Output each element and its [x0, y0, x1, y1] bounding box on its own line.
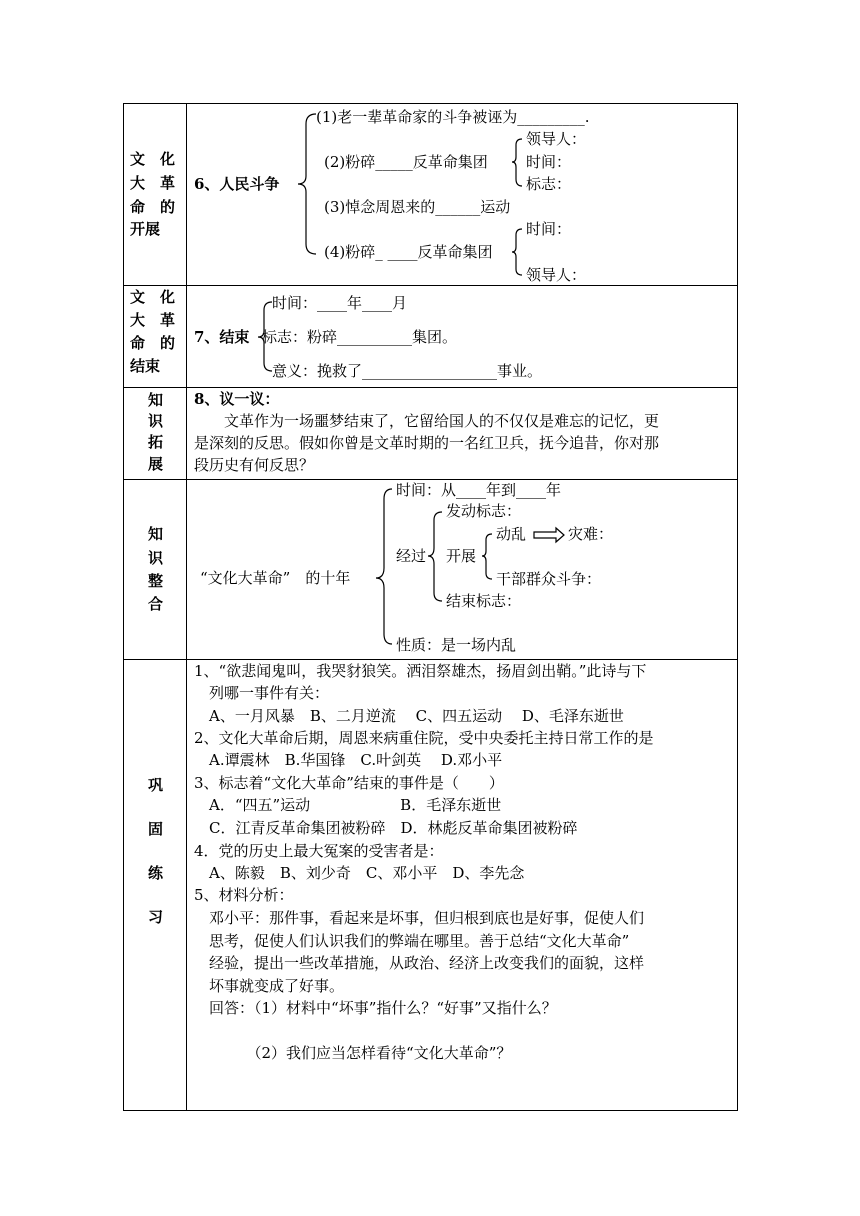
label-line: 文 化 — [130, 288, 176, 306]
brace — [376, 489, 392, 644]
question-line: 回答：（1）材料中“坏事”指什么？“好事”又指什么？ — [194, 999, 557, 1017]
label-line: 知 — [148, 525, 164, 543]
question-line: 思考，促使人们认识我们的弊端在哪里。善于总结“文化大革命” — [194, 932, 630, 950]
integration-end: 结束标志： — [446, 592, 522, 610]
discuss-text-line: 文革作为一场噩梦结束了，它留给国人的不仅仅是难忘的记忆，更 — [194, 412, 660, 430]
integration-start: 发动标志： — [446, 502, 522, 520]
end-meaning: 意义：挽救了__________________事业。 — [272, 362, 543, 380]
end-time: 时间：____年____月 — [272, 294, 408, 312]
label-line: 习 — [148, 908, 164, 926]
branch-2-time: 时间： — [526, 153, 572, 171]
question-line: 坏事就变成了好事。 — [194, 977, 345, 995]
label-line: 识 — [148, 412, 164, 430]
question-line: A、一月风暴 B、二月逆流 C、四五运动 D、毛泽东逝世 — [194, 707, 624, 725]
question-line: C．江青反革命集团被粉碎 D．林彪反革命集团被粉碎 — [194, 819, 578, 837]
label-line: 合 — [148, 595, 164, 613]
question-line: A．“四五”运动 B．毛泽东逝世 — [194, 796, 502, 814]
brace — [428, 512, 442, 601]
question-line: A.谭震林 B.华国锋 C.叶剑英 D.邓小平 — [194, 751, 503, 769]
integration-develop: 开展 — [446, 547, 477, 565]
branch-4: (4)粉碎_ ____反革命集团 — [324, 243, 493, 261]
label-line: 展 — [148, 455, 164, 473]
brace — [482, 534, 492, 579]
question-line: A、陈毅 B、刘少奇 C、邓小平 D、李先念 — [194, 864, 525, 882]
branch-4-leader: 领导人： — [526, 266, 587, 284]
question-line: 2、文化大革命后期，周恩来病重住院，受中央委托主持日常工作的是 — [194, 729, 654, 747]
label-line: 知 — [148, 391, 164, 409]
question-line: （2）我们应当怎样看待“文化大革命”？ — [194, 1044, 512, 1062]
brace — [512, 229, 522, 275]
integration-nature: 性质：是一场内乱 — [396, 636, 517, 654]
brace — [258, 302, 272, 371]
question-line: 3、标志着“文化大革命”结束的事件是（ ） — [194, 774, 504, 792]
label-line: 大 革 — [130, 174, 176, 192]
label-line: 巩 — [148, 776, 164, 794]
branch-2-leader: 领导人： — [526, 130, 587, 148]
integration-struggle: 干部群众斗争： — [496, 570, 602, 588]
brace — [298, 114, 316, 254]
label-line: 开展 — [130, 220, 161, 238]
label-line: 命 的 — [130, 198, 176, 216]
integration-time: 时间：从____年到____年 — [396, 481, 562, 499]
end-sign: 标志：粉碎__________集团。 — [262, 328, 458, 346]
branch-2-sign: 标志： — [526, 175, 572, 193]
label-line: 大 革 — [130, 311, 176, 329]
question-line: 邓小平：那件事，看起来是坏事，但归根到底也是好事，促使人们 — [194, 909, 645, 927]
integration-root: “文化大革命” 的十年 — [200, 569, 351, 587]
topic-end: 7、结束 — [194, 328, 250, 346]
label-line: 整 — [148, 572, 164, 590]
branch-1: (1)老一辈革命家的斗争被诬为_________. — [316, 108, 590, 126]
question-line: 经验，提出一些改革措施，从政治、经济上改变我们的面貌，这样 — [194, 954, 645, 972]
discuss-text-line: 段历史有何反思？ — [194, 456, 315, 474]
question-line: 4．党的历史上最大冤案的受害者是： — [194, 842, 444, 860]
discuss-title: 8、议一议： — [194, 390, 280, 408]
label-line: 识 — [148, 549, 164, 567]
branch-4-time: 时间： — [526, 220, 572, 238]
label-line: 拓 — [148, 433, 164, 451]
label-line: 固 — [148, 820, 164, 838]
label-line: 结束 — [130, 357, 161, 375]
integration-disaster: 灾难： — [568, 525, 614, 543]
discuss-text-line: 是深刻的反思。假如你曾是文革时期的一名红卫兵，抚今追昔，你对那 — [194, 434, 660, 452]
branch-2: (2)粉碎_____反革命集团 — [324, 153, 488, 171]
double-arrow-icon — [534, 528, 564, 542]
question-line: 列哪一事件有关： — [194, 684, 330, 702]
question-line: 1、“欲悲闻鬼叫，我哭豺狼笑。洒泪祭雄杰，扬眉剑出鞘。”此诗与下 — [194, 662, 647, 680]
label-line: 命 的 — [130, 334, 176, 352]
brace — [512, 139, 522, 186]
question-line: 5、材料分析： — [194, 886, 294, 904]
label-line: 练 — [148, 864, 164, 882]
label-line: 文 化 — [130, 150, 176, 168]
topic-people-struggle: 6、人民斗争 — [194, 175, 280, 193]
integration-turmoil: 动乱 — [496, 525, 527, 543]
integration-process: 经过 — [396, 547, 427, 565]
branch-3: (3)悼念周恩来的______运动 — [324, 198, 511, 216]
